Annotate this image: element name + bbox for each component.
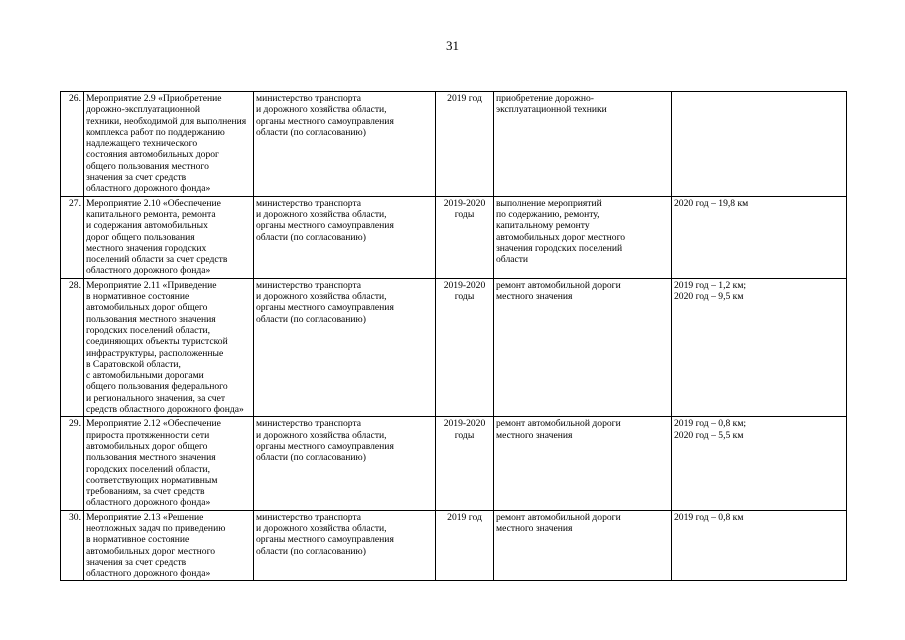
activity-name: Мероприятие 2.9 «Приобретение дорожно-эксплуатационной техники, необходимой для выполнения комплекса работ по поддержанию надлежащего технического состояния автомобильных дорог общего пользования местного значения за счет средств областного дорожного фонда» — [84, 92, 254, 197]
activity-name: Мероприятие 2.12 «Обеспечение прироста протяженности сети автомобильных дорог общего пользования местного значения городских поселений области, соответствующих нормативным требованиям, за счет средств областного дорожного фонда» — [84, 417, 254, 510]
indicator: 2020 год – 19,8 км — [672, 196, 847, 278]
row-number: 27. — [61, 196, 84, 278]
indicator — [672, 92, 847, 197]
row-number: 26. — [61, 92, 84, 197]
indicator: 2019 год – 1,2 км; 2020 год – 9,5 км — [672, 278, 847, 417]
indicator: 2019 год – 0,8 км; 2020 год – 5,5 км — [672, 417, 847, 510]
executor: министерство транспорта и дорожного хозяйства области, органы местного самоуправления области (по согласованию) — [254, 510, 436, 581]
row-number: 28. — [61, 278, 84, 417]
period: 2019 год — [436, 92, 494, 197]
expected-result: выполнение мероприятий по содержанию, ремонту, капитальному ремонту автомобильных дорог местного значения городских поселений области — [494, 196, 672, 278]
row-number: 30. — [61, 510, 84, 581]
expected-result: ремонт автомобильной дороги местного значения — [494, 278, 672, 417]
activity-name: Мероприятие 2.11 «Приведение в нормативное состояние автомобильных дорог общего пользования местного значения городских поселений области, соединяющих объекты туристской инфраструктуры, расположенные в Саратовской области, с автомобильными дорогами общего пользования федерального и регионального значения, за счет средств областного дорожного фонда» — [84, 278, 254, 417]
table-row — [61, 92, 847, 197]
executor: министерство транспорта и дорожного хозяйства области, органы местного самоуправления области (по согласованию) — [254, 92, 436, 197]
period: 2019-2020 годы — [436, 278, 494, 417]
table-row — [61, 417, 847, 510]
expected-result: ремонт автомобильной дороги местного значения — [494, 510, 672, 581]
table-row — [61, 278, 847, 417]
period: 2019-2020 годы — [436, 417, 494, 510]
expected-result: ремонт автомобильной дороги местного значения — [494, 417, 672, 510]
activity-name: Мероприятие 2.13 «Решение неотложных задач по приведению в нормативное состояние автомобильных дорог местного значения за счет средств областного дорожного фонда» — [84, 510, 254, 581]
executor: министерство транспорта и дорожного хозяйства области, органы местного самоуправления области (по согласованию) — [254, 196, 436, 278]
expected-result: приобретение дорожно- эксплуатационной техники — [494, 92, 672, 197]
table-row — [61, 510, 847, 581]
program-activities-table — [60, 91, 847, 581]
period: 2019 год — [436, 510, 494, 581]
table-row — [61, 196, 847, 278]
row-number: 29. — [61, 417, 84, 510]
executor: министерство транспорта и дорожного хозяйства области, органы местного самоуправления области (по согласованию) — [254, 278, 436, 417]
indicator: 2019 год – 0,8 км — [672, 510, 847, 581]
period: 2019-2020 годы — [436, 196, 494, 278]
activity-name: Мероприятие 2.10 «Обеспечение капитального ремонта, ремонта и содержания автомобильных дорог общего пользования местного значения городских поселений области за счет средств областного дорожного фонда» — [84, 196, 254, 278]
executor: министерство транспорта и дорожного хозяйства области, органы местного самоуправления области (по согласованию) — [254, 417, 436, 510]
page-number: 31 — [446, 38, 459, 53]
